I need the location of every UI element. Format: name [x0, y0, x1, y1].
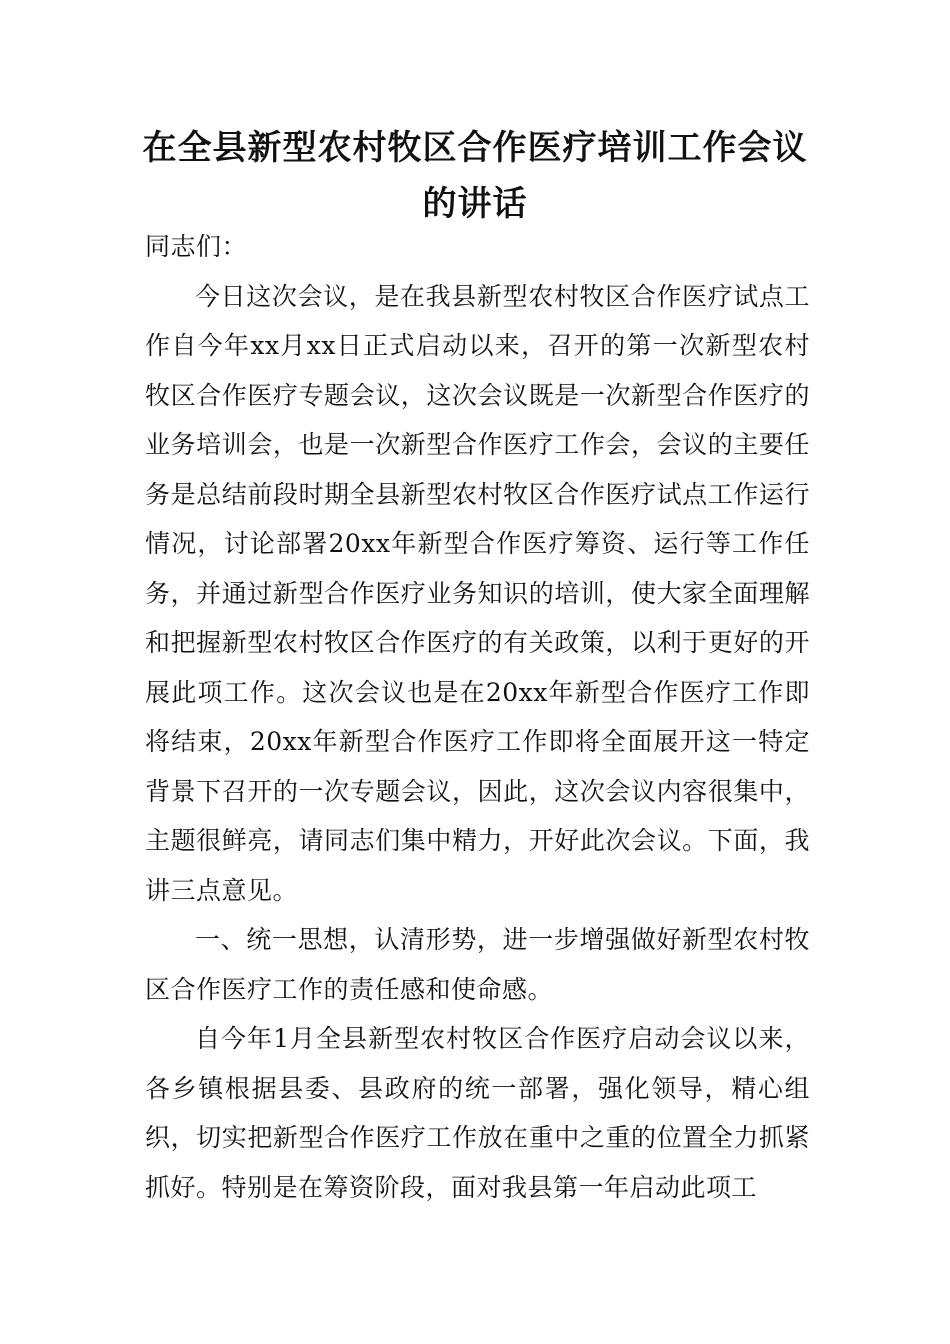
salutation: 同志们：: [145, 232, 248, 261]
paragraph-intro: 今日这次会议，是在我县新型农村牧区合作医疗试点工作自今年xx月xx日正式启动以来，召开的第一次新型农村牧区合作医疗专题会议，这次会议既是一次新型合作医疗的业务培训会，也是一次新型合作医疗工作会，会议的主要任务是总结前段时期全县新型农村牧区合作医疗试点工作运行情况，讨论部署20xx年新型合作医疗筹资、运行等工作任务，并通过新型合作医疗业务知识的培训，使大家全面理解和把握新型农村牧区合作医疗的有关政策，以利于更好的开展此项工作。这次会议也是在20xx年新型合作医疗工作即将结束，20xx年新型合作医疗工作即将全面展开这一特定背景下召开的一次专题会议，因此，这次会议内容很集中，主题很鲜亮，请同志们集中精力，开好此次会议。下面，我讲三点意见。: [145, 281, 810, 905]
section-heading-one: 一、统一思想，认清形势，进一步增强做好新型农村牧区合作医疗工作的责任感和使命感。: [145, 925, 810, 1004]
paragraph-section-one: 自今年1月全县新型农村牧区合作医疗启动会议以来，各乡镇根据县委、县政府的统一部署，强化领导，精心组织，切实把新型合作医疗工作放在重中之重的位置全力抓紧抓好。特别是在筹资阶段，面对我县第一年启动此项工: [145, 1024, 810, 1202]
document-title: 在全县新型农村牧区合作医疗培训工作会议的讲话: [142, 128, 808, 224]
document-body: [145, 222, 810, 1212]
